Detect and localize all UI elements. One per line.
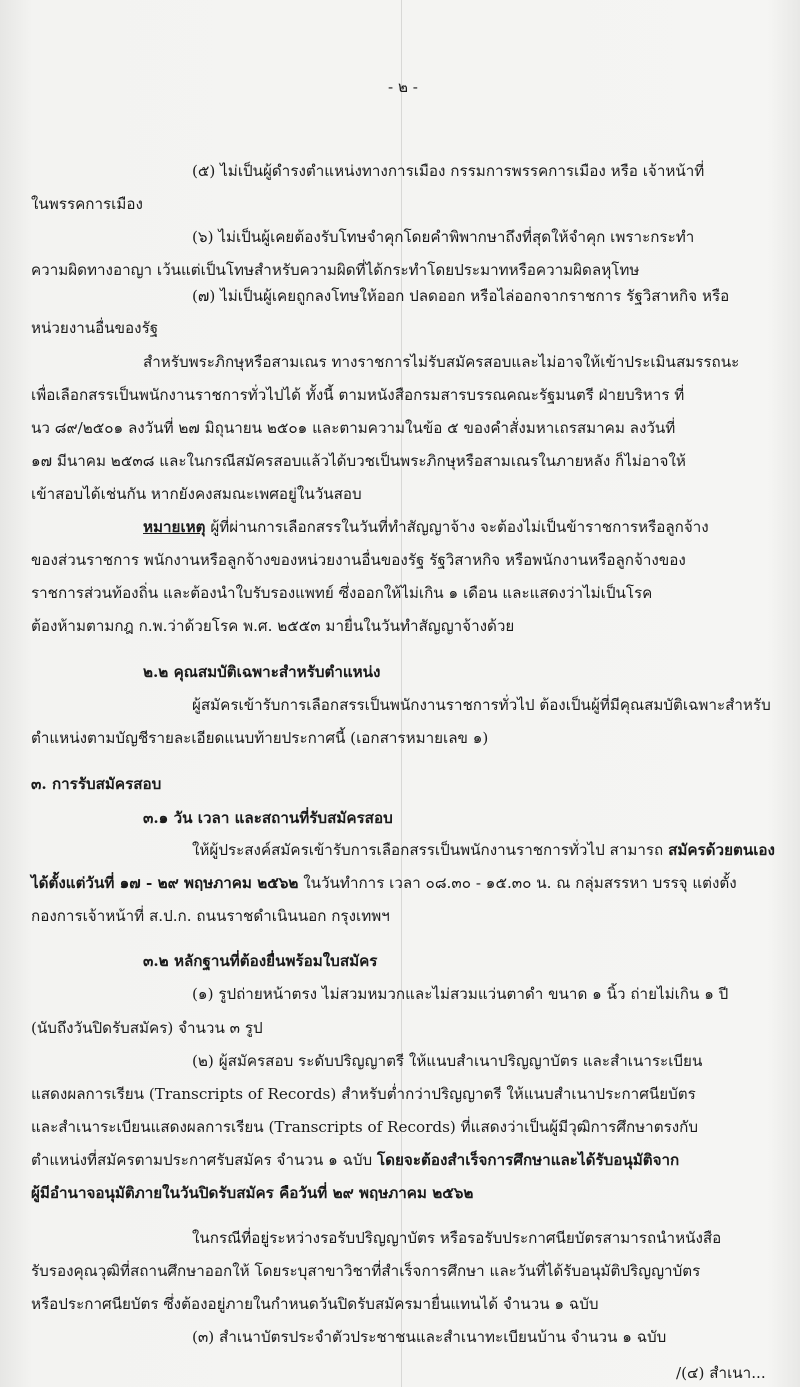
item-7-line-1: (๗) ไม่เป็นผู้เคยถูกลงโทษให้ออก ปลดออก หรือไล่ออกจากราชการ รัฐวิสาหกิจ หรือ [192, 287, 730, 305]
item-6-line-2: ความผิดทางอาญา เว้นแต่เป็นโทษสำหรับความผิดที่ได้กระทำโดยประมาทหรือความผิดลหุโทษ [31, 261, 640, 279]
application-dates: ได้ตั้งแต่วันที่ ๑๗ - ๒๙ พฤษภาคม ๒๕๖๒ [31, 874, 299, 892]
heading-3: ๓. การรับสมัครสอบ [31, 775, 162, 793]
pending-degree-line-3: หรือประกาศนียบัตร ซึ่งต้องอยู่ภายในกำหนดวันปิดรับสมัครมายื่นแทนได้ จำนวน ๑ ฉบับ [31, 1295, 599, 1313]
doc-2-line-2: แสดงผลการเรียน (Transcripts of Records) สำหรับต่ำกว่าปริญญาตรี ให้แนบสำเนาประกาศนียบัตร [31, 1085, 696, 1103]
monk-paragraph-line-5: เข้าสอบได้เช่นกัน หากยังคงสมณะเพศอยู่ในวันสอบ [31, 485, 362, 503]
section-2-2-line-1: ผู้สมัครเข้ารับการเลือกสรรเป็นพนักงานราชการทั่วไป ต้องเป็นผู้ที่มีคุณสมบัติเฉพาะสำหรับ [192, 696, 771, 714]
doc-2-bold-requirement: โดยจะต้องสำเร็จการศึกษาและได้รับอนุมัติจาก [377, 1151, 680, 1169]
pending-degree-line-1: ในกรณีที่อยู่ระหว่างรอรับปริญญาบัตร หรือรอรับประกาศนียบัตรสามารถนำหนังสือ [192, 1229, 722, 1247]
doc-2-line-1: (๒) ผู้สมัครสอบ ระดับปริญญาตรี ให้แนบสำเนาปริญญาบัตร และสำเนาระเบียน [192, 1052, 703, 1070]
heading-3-2: ๓.๒ หลักฐานที่ต้องยื่นพร้อมใบสมัคร [143, 952, 378, 970]
monk-paragraph-line-1: สำหรับพระภิกษุหรือสามเณร ทางราชการไม่รับสมัครสอบและไม่อาจให้เข้าประเมินสมรรถนะ [143, 353, 740, 371]
section-3-1-line-2 [31, 873, 737, 893]
doc-3-line: (๓) สำเนาบัตรประจำตัวประชาชนและสำเนาทะเบียนบ้าน จำนวน ๑ ฉบับ [192, 1328, 667, 1346]
item-7-line-2: หน่วยงานอื่นของรัฐ [31, 319, 159, 337]
section-3-1-line-3: กองการเจ้าหน้าที่ ส.ป.ก. ถนนราชดำเนินนอก กรุงเทพฯ [31, 907, 390, 925]
doc-2-line-5: ผู้มีอำนาจอนุมัติภายในวันปิดรับสมัคร คือวันที่ ๒๙ พฤษภาคม ๒๕๖๒ [31, 1184, 474, 1202]
item-5-line-1: (๕) ไม่เป็นผู้ดำรงตำแหน่งทางการเมือง กรรมการพรรคการเมือง หรือ เจ้าหน้าที่ [192, 162, 705, 180]
section-3-1-line-1 [192, 840, 775, 860]
doc-2-line-3: และสำเนาระเบียนแสดงผลการเรียน (Transcripts of Records) ที่แสดงว่าเป็นผู้มีวุฒิการศึกษาตรงกับ [31, 1118, 698, 1136]
application-hours: ในวันทำการ เวลา ๐๘.๓๐ - ๑๕.๓๐ น. ณ กลุ่มสรรหา บรรจุ แต่งตั้ง [303, 874, 737, 892]
page-number: - ๒ - [388, 78, 418, 96]
doc-1-line-1: (๑) รูปถ่ายหน้าตรง ไม่สวมหมวกและไม่สวมแว่นตาดำ ขนาด ๑ นิ้ว ถ่ายไม่เกิน ๑ ปี [192, 985, 729, 1003]
section-2-2-line-2: ตำแหน่งตามบัญชีรายละเอียดแนบท้ายประกาศนี้ (เอกสารหมายเลข ๑) [31, 729, 489, 747]
heading-2-2: ๒.๒ คุณสมบัติเฉพาะสำหรับตำแหน่ง [143, 663, 381, 681]
item-5-line-2: ในพรรคการเมือง [31, 195, 143, 213]
note-line-2: ของส่วนราชการ พนักงานหรือลูกจ้างของหน่วยงานอื่นของรัฐ รัฐวิสาหกิจ หรือพนักงานหรือลูกจ้างของ [31, 551, 686, 569]
note-line-4: ต้องห้ามตามกฎ ก.พ.ว่าด้วยโรค พ.ศ. ๒๕๕๓ มายื่นในวันทำสัญญาจ้างด้วย [31, 617, 515, 635]
note-line-1 [143, 517, 709, 537]
monk-paragraph-line-2: เพื่อเลือกสรรเป็นพนักงานราชการทั่วไปได้ ทั้งนี้ ตามหนังสือกรมสารบรรณคณะรัฐมนตรี ฝ่ายบริหาร ที่ [31, 386, 685, 404]
monk-paragraph-line-4: ๑๗ มีนาคม ๒๕๓๘ และในกรณีสมัครสอบแล้วได้บวชเป็นพระภิกษุหรือสามเณรในภายหลัง ก็ไม่อาจให้ [31, 452, 686, 470]
doc-2-line-4 [31, 1150, 679, 1170]
monk-paragraph-line-3: นว ๘๙/๒๕๐๑ ลงวันที่ ๒๗ มิถุนายน ๒๕๐๑ และตามความในข้อ ๕ ของคำสั่งมหาเถรสมาคม ลงวันที่ [31, 419, 676, 437]
item-6-line-1: (๖) ไม่เป็นผู้เคยต้องรับโทษจำคุกโดยคำพิพากษาถึงที่สุดให้จำคุก เพราะกระทำ [192, 228, 695, 246]
note-text: ผู้ที่ผ่านการเลือกสรรในวันที่ทำสัญญาจ้าง จะต้องไม่เป็นข้าราชการหรือลูกจ้าง [210, 518, 709, 536]
doc-1-line-2: (นับถึงวันปิดรับสมัคร) จำนวน ๓ รูป [31, 1019, 263, 1037]
section-3-1-bold-text: สมัครด้วยตนเอง [668, 841, 775, 859]
doc-2-copy-count: ตำแหน่งที่สมัครตามประกาศรับสมัคร จำนวน ๑ ฉบับ [31, 1151, 373, 1169]
note-label: หมายเหตุ [143, 518, 206, 536]
pending-degree-line-2: รับรองคุณวุฒิที่สถานศึกษาออกให้ โดยระบุสาขาวิชาที่สำเร็จการศึกษา และวันที่ได้รับอนุมัติปริญญาบัตร [31, 1262, 701, 1280]
continuation-marker: /(๔) สำเนา... [676, 1364, 766, 1382]
note-line-3: ราชการส่วนท้องถิ่น และต้องนำใบรับรองแพทย์ ซึ่งออกให้ไม่เกิน ๑ เดือน และแสดงว่าไม่เป็นโรค [31, 584, 653, 602]
section-3-1-text: ให้ผู้ประสงค์สมัครเข้ารับการเลือกสรรเป็นพนักงานราชการทั่วไป สามารถ [192, 841, 664, 859]
heading-3-1: ๓.๑ วัน เวลา และสถานที่รับสมัครสอบ [143, 809, 393, 827]
page-fold-line [401, 0, 402, 1387]
